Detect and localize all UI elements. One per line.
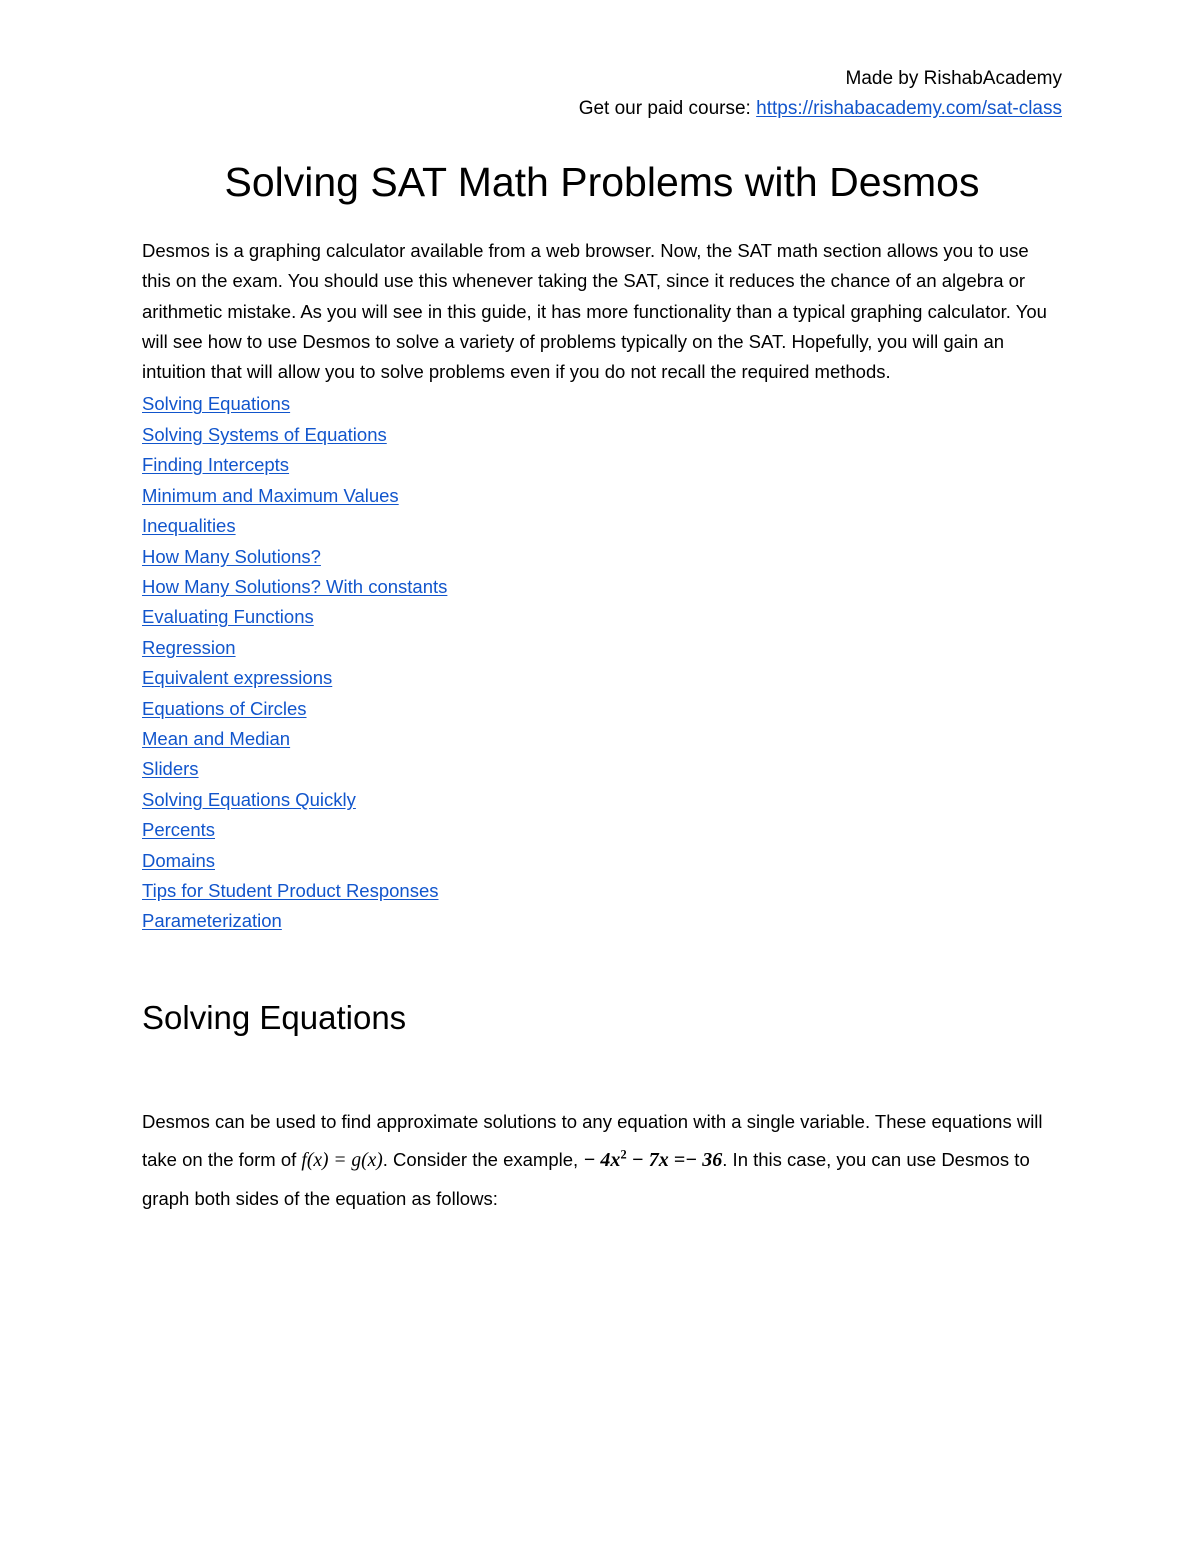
toc-link-domains[interactable]: Domains <box>142 849 215 871</box>
list-item <box>142 846 1062 876</box>
toc-link-evaluating-functions[interactable]: Evaluating Functions <box>142 606 314 628</box>
body-text-part-3: . In this case, you can use Desmos to graph both sides of the equation as follows: <box>142 1148 1030 1209</box>
table-of-contents <box>142 387 1062 936</box>
toc-link-minimum-and-maximum-values[interactable]: Minimum and Maximum Values <box>142 484 399 506</box>
body-text-part-2: . Consider the example, <box>382 1148 584 1170</box>
list-item <box>142 450 1062 480</box>
list-item <box>142 906 1062 936</box>
toc-link-solving-equations[interactable]: Solving Equations <box>142 393 291 415</box>
toc-link-sliders[interactable]: Sliders <box>142 758 199 780</box>
toc-link-parameterization[interactable]: Parameterization <box>142 910 282 932</box>
toc-link-finding-intercepts[interactable]: Finding Intercepts <box>142 454 290 476</box>
list-item <box>142 602 1062 632</box>
toc-link-tips-for-student-product-responses[interactable]: Tips for Student Product Responses <box>142 879 439 901</box>
toc-link-solving-equations-quickly[interactable]: Solving Equations Quickly <box>142 788 356 810</box>
toc-link-percents[interactable]: Percents <box>142 819 216 841</box>
paid-course-label: Get our paid course: <box>578 98 757 119</box>
toc-link-mean-and-median[interactable]: Mean and Median <box>142 727 291 749</box>
list-item <box>142 481 1062 511</box>
toc-link-inequalities[interactable]: Inequalities <box>142 515 236 537</box>
document-header <box>142 0 1062 124</box>
toc-link-solving-systems-of-equations[interactable]: Solving Systems of Equations <box>142 423 387 445</box>
list-item <box>142 663 1062 693</box>
body-text-part-1: Desmos can be used to find approximate solutions to any equation with a single variable. These equations will take on the form of <box>142 1110 1043 1170</box>
toc-link-how-many-solutions-with-constants[interactable]: How Many Solutions? With constants <box>142 575 448 597</box>
equation-general-form: f(x) = g(x) <box>301 1149 383 1171</box>
list-item <box>142 389 1062 419</box>
toc-link-regression[interactable]: Regression <box>142 636 236 658</box>
list-item <box>142 724 1062 754</box>
paid-course-line <box>142 94 1062 124</box>
paid-course-link[interactable]: https://rishabacademy.com/sat-class <box>756 98 1062 119</box>
list-item <box>142 694 1062 724</box>
toc-link-how-many-solutions[interactable]: How Many Solutions? <box>142 545 321 567</box>
list-item <box>142 815 1062 845</box>
list-item <box>142 633 1062 663</box>
list-item <box>142 420 1062 450</box>
intro-paragraph: Desmos is a graphing calculator available from a web browser. Now, the SAT math section allows you to use this on the exam. You should use this whenever taking the SAT, since it reduces the chance of an algebra or arithmetic mistake. As you will see in this guide, it has more functionality than a typical graphing calculator. You will see how to use Desmos to solve a variety of problems typically on the SAT. Hopefully, you will gain an intuition that will allow you to solve problems even if you do not recall the required methods. <box>142 240 1047 383</box>
list-item <box>142 542 1062 572</box>
equation-exponent: 2 <box>620 1147 627 1162</box>
toc-link-equations-of-circles[interactable]: Equations of Circles <box>142 697 307 719</box>
list-item <box>142 572 1062 602</box>
toc-link-equivalent-expressions[interactable]: Equivalent expressions <box>142 667 333 689</box>
list-item <box>142 754 1062 784</box>
list-item <box>142 511 1062 541</box>
page-title: Solving SAT Math Problems with Desmos <box>224 159 980 205</box>
list-item <box>142 876 1062 906</box>
section-heading-solving-equations: Solving Equations <box>142 998 407 1036</box>
equation-example: − $4x^2 - 7x =- 36$ <box>583 1147 723 1171</box>
made-by-text: Made by RishabAcademy <box>845 68 1062 89</box>
document-content <box>142 0 1062 1218</box>
section-body-paragraph <box>142 1039 1062 1218</box>
list-item <box>142 785 1062 815</box>
